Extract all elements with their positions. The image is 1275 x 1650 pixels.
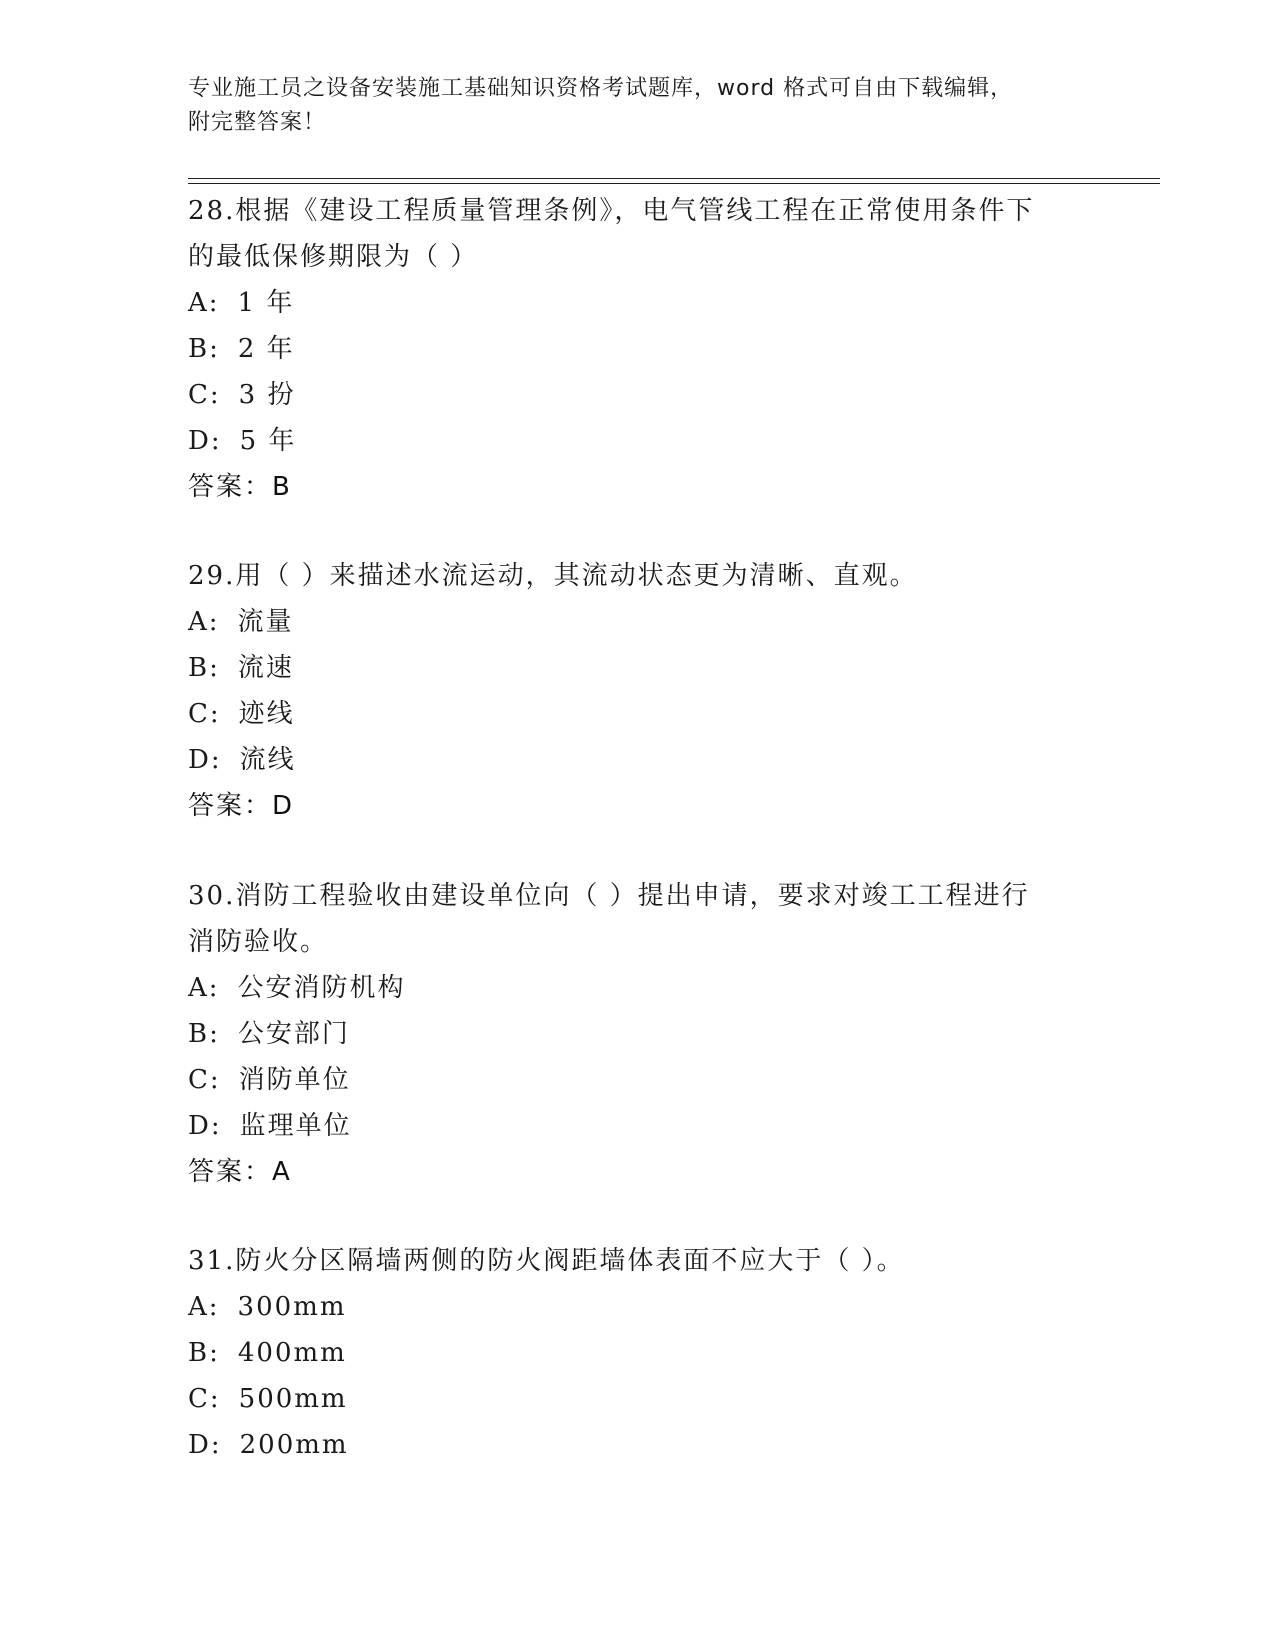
option-letter: D: — [188, 1111, 222, 1141]
option-d — [188, 418, 1088, 464]
answer-label: 答案：B — [188, 472, 292, 502]
question-stem-line: 29.用（ ）来描述水流运动，其流动状态更为清晰、直观。 — [188, 561, 918, 591]
option-letter: B: — [188, 334, 220, 364]
question-stem-line: 30.消防工程验收由建设单位向（ ）提出申请，要求对竣工工程进行 — [188, 881, 1030, 911]
option-text: 5 年 — [239, 426, 297, 456]
question-31 — [188, 1238, 1088, 1468]
question-stem-line: 28.根据《建设工程质量管理条例》，电气管线工程在正常使用条件下 — [188, 196, 1035, 226]
option-c — [188, 1376, 1088, 1422]
question-stem-line: 的最低保修期限为（ ） — [188, 242, 479, 272]
option-text: 2 年 — [237, 334, 295, 364]
option-b — [188, 326, 1088, 372]
option-text: 公安消防机构 — [237, 973, 406, 1003]
question-30 — [188, 873, 1088, 1195]
option-text: 监理单位 — [239, 1111, 352, 1141]
option-text: 流速 — [237, 653, 294, 683]
option-text: 公安部门 — [237, 1019, 350, 1049]
answer-label: 答案：A — [188, 1157, 292, 1187]
option-text: 500mm — [238, 1384, 348, 1414]
option-letter: D: — [188, 745, 222, 775]
document-header — [188, 72, 1088, 140]
option-a — [188, 1284, 1088, 1330]
question-28 — [188, 188, 1088, 510]
option-b — [188, 645, 1088, 691]
option-letter: C: — [188, 699, 221, 729]
option-letter: A: — [188, 1292, 220, 1322]
option-text: 200mm — [239, 1430, 349, 1460]
option-text: 流量 — [237, 607, 294, 637]
question-stem-line: 31.防火分区隔墙两侧的防火阀距墙体表面不应大于（ ）。 — [188, 1246, 905, 1276]
option-c — [188, 372, 1088, 418]
option-letter: C: — [188, 1065, 221, 1095]
option-d — [188, 1422, 1088, 1468]
header-line-2: 附完整答案！ — [188, 110, 327, 135]
option-letter: B: — [188, 1019, 220, 1049]
option-text: 3 扮 — [238, 380, 296, 410]
option-letter: C: — [188, 1384, 221, 1414]
option-letter: B: — [188, 653, 220, 683]
answer-label: 答案：D — [188, 791, 295, 821]
option-c — [188, 691, 1088, 737]
option-b — [188, 1330, 1088, 1376]
option-a — [188, 280, 1088, 326]
option-b — [188, 1011, 1088, 1057]
option-text: 400mm — [237, 1338, 347, 1368]
header-divider-top — [188, 178, 1160, 179]
option-d — [188, 1103, 1088, 1149]
question-29 — [188, 553, 1088, 829]
option-letter: A: — [188, 973, 220, 1003]
header-divider-bottom — [188, 183, 1160, 184]
option-letter: D: — [188, 426, 222, 456]
option-text: 迹线 — [238, 699, 295, 729]
question-stem-line: 消防验收。 — [188, 927, 329, 957]
header-line-1: 专业施工员之设备安装施工基础知识资格考试题库，word 格式可自由下载编辑， — [188, 76, 1014, 101]
option-text: 流线 — [239, 745, 296, 775]
option-text: 消防单位 — [238, 1065, 351, 1095]
option-letter: C: — [188, 380, 221, 410]
option-d — [188, 737, 1088, 783]
option-letter: B: — [188, 1338, 220, 1368]
option-a — [188, 599, 1088, 645]
option-letter: A: — [188, 288, 220, 318]
option-text: 1 年 — [237, 288, 295, 318]
option-a — [188, 965, 1088, 1011]
option-text: 300mm — [237, 1292, 347, 1322]
option-letter: A: — [188, 607, 220, 637]
option-letter: D: — [188, 1430, 222, 1460]
option-c — [188, 1057, 1088, 1103]
